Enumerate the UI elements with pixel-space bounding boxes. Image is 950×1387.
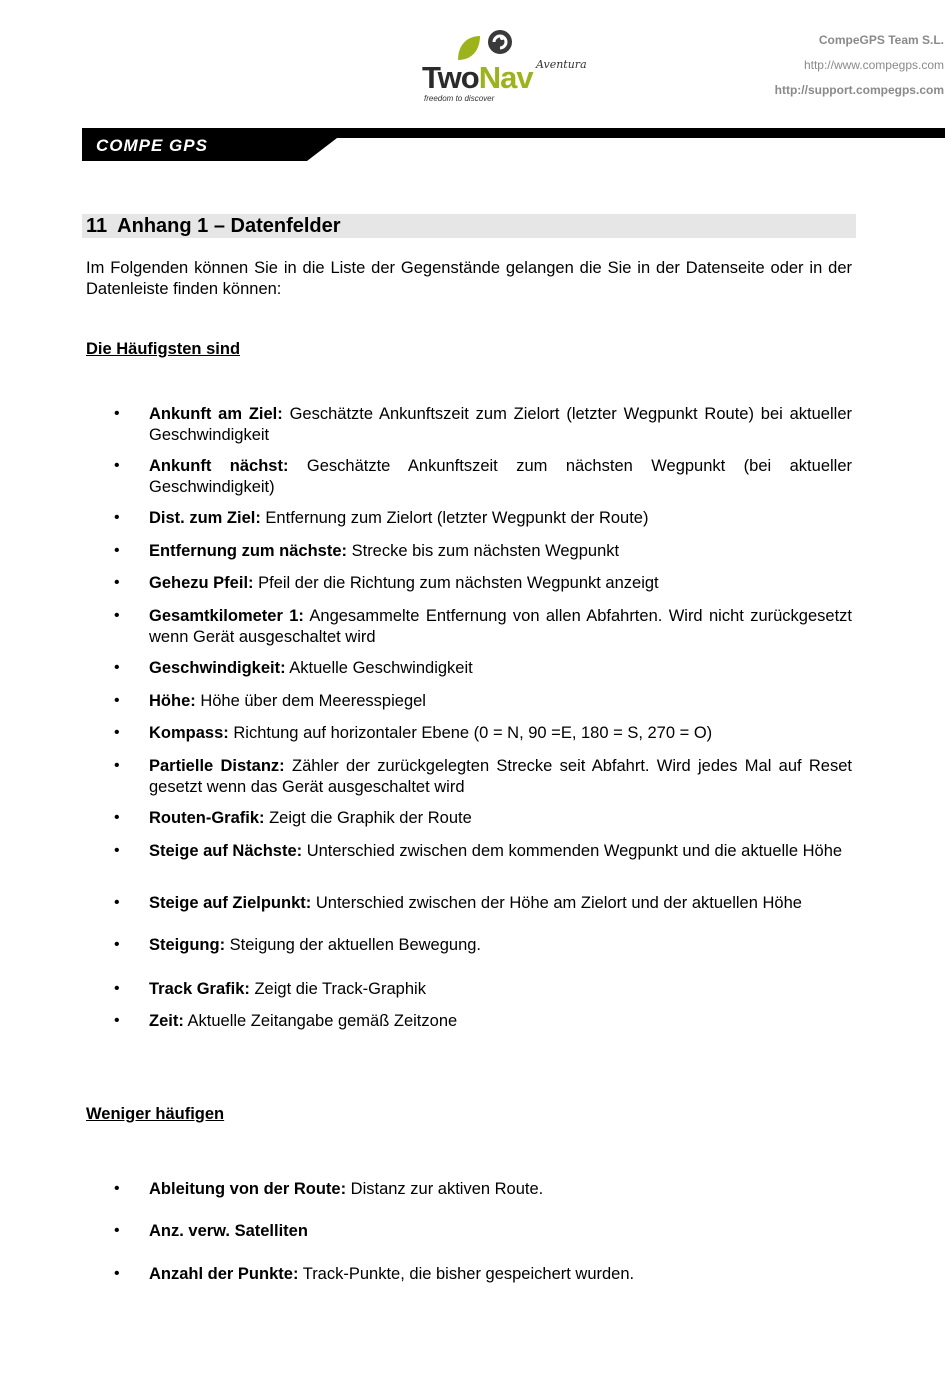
item-description: Aktuelle Geschwindigkeit — [285, 659, 473, 677]
intro-paragraph: Im Folgenden können Sie in die Liste der Gegenstände gelangen die Sie in der Datenseite oder in der Datenleiste finden können: — [86, 259, 852, 298]
item-description: Richtung auf horizontaler Ebene (0 = N, 90 =E, 180 = S, 270 = O) — [228, 724, 713, 742]
bullet-icon: • — [114, 757, 120, 774]
item-term: Partielle Distanz: — [149, 757, 285, 775]
item-text — [149, 756, 852, 797]
item-description: Unterschied zwischen dem kommenden Wegpunkt und die aktuelle Höhe — [302, 842, 843, 860]
bullet-icon: • — [114, 842, 120, 859]
bullet-icon: • — [114, 457, 120, 474]
bullet-icon: • — [114, 607, 120, 624]
item-description: Unterschied zwischen der Höhe am Zielort und der aktuellen Höhe — [311, 894, 802, 912]
item-text — [149, 935, 852, 956]
company-name: CompeGPS Team S.L. — [818, 33, 944, 47]
group2-title: Weniger häufigen — [86, 1105, 225, 1123]
item-text — [149, 606, 852, 647]
section-number: 11 — [86, 215, 108, 237]
brand-text: COMPE GPS — [96, 136, 208, 155]
item-description: Pfeil der die Richtung zum nächsten Wegpunkt anzeigt — [253, 574, 659, 592]
item-text — [149, 658, 852, 679]
item-description: Geschätzte Ankunftszeit zum nächsten Wegpunkt (bei aktueller Geschwindigkeit) — [149, 457, 852, 496]
item-term: Steige auf Nächste: — [149, 842, 303, 860]
item-term: Kompass: — [149, 724, 229, 742]
item-term: Ableitung von der Route: — [149, 1180, 347, 1198]
bullet-icon: • — [114, 659, 120, 676]
item-term: Anzahl der Punkte: — [149, 1265, 299, 1283]
item-text — [149, 404, 852, 445]
section-title: Anhang 1 – Datenfelder — [117, 215, 341, 237]
item-description: Zeigt die Track-Graphik — [249, 980, 426, 998]
logo-wordmark: TwoNav — [422, 60, 533, 95]
item-term: Gehezu Pfeil: — [149, 574, 254, 592]
item-text — [149, 979, 852, 1000]
item-description: Zeigt die Graphik der Route — [264, 809, 472, 827]
twonav-logo — [418, 22, 587, 110]
item-description: Strecke bis zum nächsten Wegpunkt — [347, 542, 620, 560]
item-text — [149, 1011, 852, 1032]
bullet-icon: • — [114, 509, 120, 526]
section-heading — [82, 214, 856, 238]
bullet-icon: • — [114, 574, 120, 591]
item-term: Anz. verw. Satelliten — [149, 1222, 308, 1240]
item-description: Distanz zur aktiven Route. — [346, 1180, 544, 1198]
item-text — [149, 808, 852, 829]
bullet-icon: • — [114, 936, 120, 953]
bullet-icon: • — [114, 980, 120, 997]
item-term: Steige auf Zielpunkt: — [149, 894, 312, 912]
item-text — [149, 893, 852, 914]
item-description: Höhe über dem Meeresspiegel — [195, 692, 426, 710]
item-text — [149, 573, 852, 594]
item-text — [149, 841, 852, 862]
item-term: Ankunft nächst: — [149, 457, 289, 475]
item-description: Zähler der zurückgelegten Strecke seit Abfahrt. Wird jedes Mal auf Reset gesetzt wenn das Gerät ausgeschaltet wird — [149, 757, 852, 796]
logo-subtitle: Aventura — [536, 58, 587, 71]
item-text — [149, 508, 852, 529]
support-link[interactable]: http://support.compegps.com — [774, 83, 944, 97]
item-text — [149, 723, 852, 744]
website-link[interactable]: http://www.compegps.com — [803, 58, 944, 72]
item-description: Angesammelte Entfernung von allen Abfahrten. Wird nicht zurückgesetzt wenn Gerät ausgeschaltet wird — [149, 607, 852, 646]
item-description: Steigung der aktuellen Bewegung. — [225, 936, 482, 954]
item-description: Entfernung zum Zielort (letzter Wegpunkt der Route) — [260, 509, 649, 527]
item-description: Geschätzte Ankunftszeit zum Zielort (letzter Wegpunkt Route) bei aktueller Geschwindigkeit — [149, 405, 852, 444]
item-term: Entfernung zum nächste: — [149, 542, 348, 560]
bullet-icon: • — [114, 542, 120, 559]
group1-title: Die Häufigsten sind — [86, 340, 241, 358]
item-term: Höhe: — [149, 692, 196, 710]
bullet-icon: • — [114, 692, 120, 709]
item-text — [149, 691, 852, 712]
item-text — [149, 456, 852, 497]
item-term: Zeit: — [149, 1012, 184, 1030]
item-term: Routen-Grafik: — [149, 809, 265, 827]
item-term: Gesamtkilometer 1: — [149, 607, 304, 625]
bullet-icon: • — [114, 894, 120, 911]
item-term: Ankunft am Ziel: — [149, 405, 283, 423]
bullet-icon: • — [114, 1222, 120, 1239]
item-text — [149, 1221, 852, 1242]
bullet-icon: • — [114, 724, 120, 741]
logo-tagline: freedom to discover — [424, 94, 495, 103]
bullet-icon: • — [114, 1265, 120, 1282]
bullet-icon: • — [114, 405, 120, 422]
item-description: Aktuelle Zeitangabe gemäß Zeitzone — [183, 1012, 458, 1030]
item-term: Geschwindigkeit: — [149, 659, 286, 677]
compegps-brand-bar — [82, 128, 945, 161]
header-contact — [775, 28, 944, 103]
item-term: Dist. zum Ziel: — [149, 509, 261, 527]
item-term: Track Grafik: — [149, 980, 250, 998]
item-description: Track-Punkte, die bisher gespeichert wurden. — [298, 1265, 635, 1283]
item-term: Steigung: — [149, 936, 226, 954]
item-text — [149, 541, 852, 562]
item-text — [149, 1264, 852, 1285]
bullet-icon: • — [114, 1012, 120, 1029]
item-text — [149, 1179, 852, 1200]
bullet-icon: • — [114, 809, 120, 826]
bullet-icon: • — [114, 1180, 120, 1197]
